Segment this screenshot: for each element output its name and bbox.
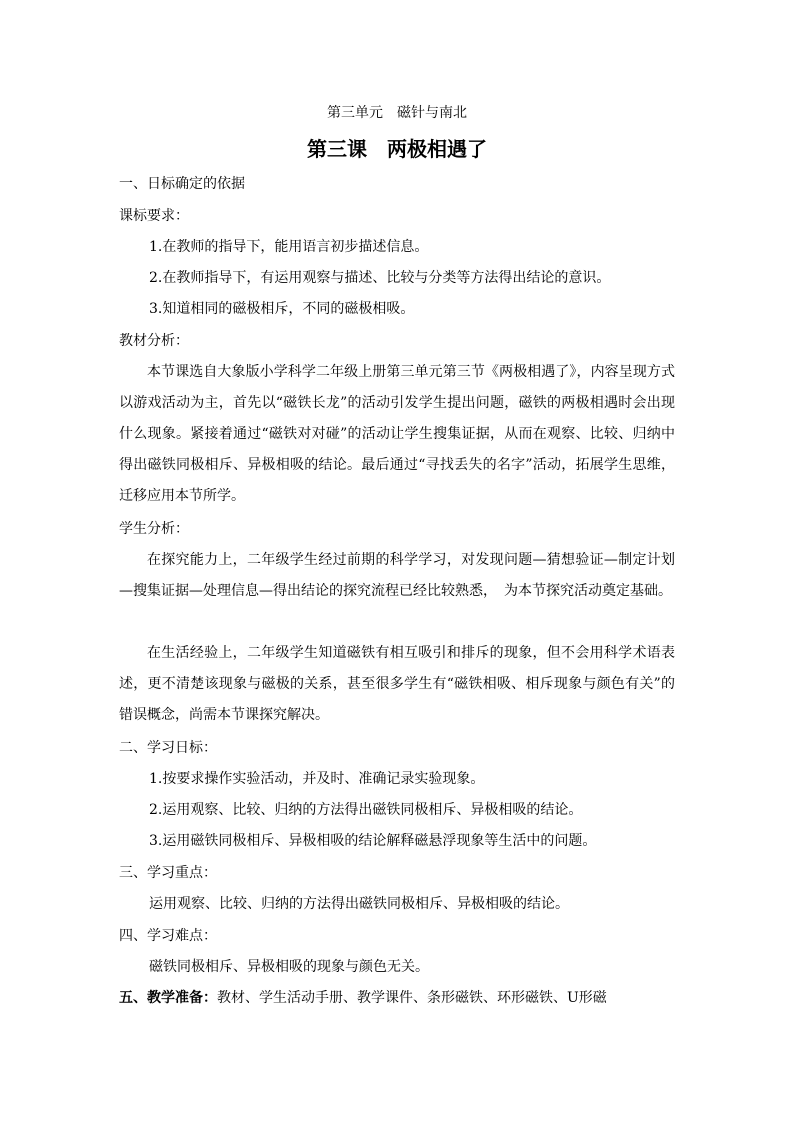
standards-label: 课标要求：	[119, 208, 189, 224]
standard-item-3: 3.知道相同的磁极相斥，不同的磁极相吸。	[149, 301, 415, 317]
unit-title: 第三单元 磁针与南北	[327, 105, 467, 121]
section1-heading: 一、日标确定的依据	[119, 176, 245, 192]
student-paragraph-2: 在生活经验上，二年级学生知道磁铁有相互吸引和排斥的现象，但不会用科学术语表述，更不清楚该现象与磁极的关系，甚至很多学生有“磁铁相吸、相斥现象与颜色有关”的错误概念，尚需本节课探究解决。	[119, 645, 675, 723]
objective-item-2: 2.运用观察、比较、归纳的方法得出磁铁同极相斥、异极相吸的结论。	[149, 802, 583, 818]
material-paragraph: 本节课选自大象版小学科学二年级上册第三单元第三节《两极相遇了》，内容呈现方式以游戏活动为主，首先以“磁铁长龙”的活动引发学生提出问题，磁铁的两极相遇时会出现什么现象。紧接着通过“磁铁对对碰”的活动让学生搜集证据，从而在观察、比较、归纳中得出磁铁同极相斥、异极相吸的结论。最后通过“寻找丢失的名字”活动，拓展学生思维，迁移应用本节所学。	[119, 364, 675, 504]
student-paragraph-1: 在探究能力上，二年级学生经过前期的科学学习，对发现问题—猜想验证—制定计划—搜集证据—处理信息—得出结论的探究流程已经比较熟悉， 为本节探究活动奠定基础。	[119, 552, 675, 599]
section4-heading: 四、学习难点：	[119, 928, 217, 944]
standard-item-1: 1.在教师的指导下，能用语言初步描述信息。	[149, 239, 429, 255]
section5-heading: 五、教学准备：	[119, 990, 217, 1006]
key-point-text: 运用观察、比较、归纳的方法得出磁铁同极相斥、异极相吸的结论。	[149, 896, 569, 912]
lesson-title: 第三课 两极相遇了	[307, 137, 487, 161]
difficulty-text: 磁铁同极相斥、异极相吸的现象与颜色无关。	[149, 959, 429, 975]
objective-item-3: 3.运用磁铁同极相斥、异极相吸的结论解释磁悬浮现象等生活中的问题。	[149, 833, 597, 849]
section5-line	[119, 988, 679, 1008]
student-label: 学生分析：	[119, 521, 189, 537]
section3-heading: 三、学习重点：	[119, 865, 217, 881]
preparation-text: 教材、学生活动手册、教学课件、条形磁铁、环形磁铁、U形磁	[217, 990, 607, 1006]
standard-item-2: 2.在教师指导下，有运用观察与描述、比较与分类等方法得出结论的意识。	[149, 270, 611, 286]
material-label: 教材分析：	[119, 333, 189, 349]
objective-item-1: 1.按要求操作实验活动，并及时、准确记录实验现象。	[149, 771, 485, 787]
section2-heading: 二、学习日标：	[119, 740, 217, 756]
